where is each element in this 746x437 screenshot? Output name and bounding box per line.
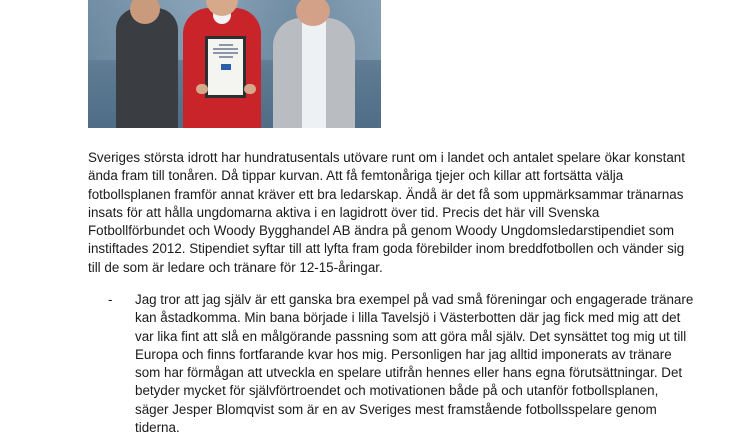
award-diploma [205, 36, 246, 98]
bullet-dash: - [108, 292, 113, 307]
quote-paragraph: Jag tror att jag själv är ett ganska bra exempel på vad små föreningar och engagerade tränare kan åstadkomma. Min bana började i lilla Tavelsjö i Västerbotten där jag fick med mig att det var lika fint att slå en målgörande passning som att göra mål själv. Det synsättet tog mig ut till Europa och finns fortfarande kvar hos mig. Personligen har jag alltid imponerats av tränare som har förmågan att utveckla en spelare utifrån hennes eller hans egna förutsättningar. Det betyder mycket för självförtroendet och motivationen både på och utanför fotbollsplanen, säger Jesper Blomqvist som är en av Sveriges mest framstående fotbollsspelare genom tiderna. [135, 292, 694, 436]
article-photo [88, 0, 381, 128]
article-paragraph: Sveriges största idrott har hundratusentals utövare runt om i landet och antalet spelare ökar konstant ända fram till tonåren. Då tippar kurvan. Att få femtonåriga tjejer och killar att fortsätta välja fotbollsplanen framför annat kräver ett bra ledarskap. Ändå är det få som uppmärksammar tränarnas insats för att hålla ungdomarna aktiva i en lagidrott över tid. Precis det här vill Svenska Fotbollförbundet och Woody Bygghandel AB ändra på genom Woody Ungdomsledarstipendiet som instiftades 2012. Stipendiet syftar till att lyfta fram goda förebilder inom breddfotbollen och vänder sig till de som är ledare och tränare för 12-15-åringar. [88, 150, 685, 275]
hand-left [196, 84, 208, 94]
hand-right [244, 84, 256, 94]
person-right-shirt [302, 18, 326, 128]
person-left [116, 8, 178, 128]
